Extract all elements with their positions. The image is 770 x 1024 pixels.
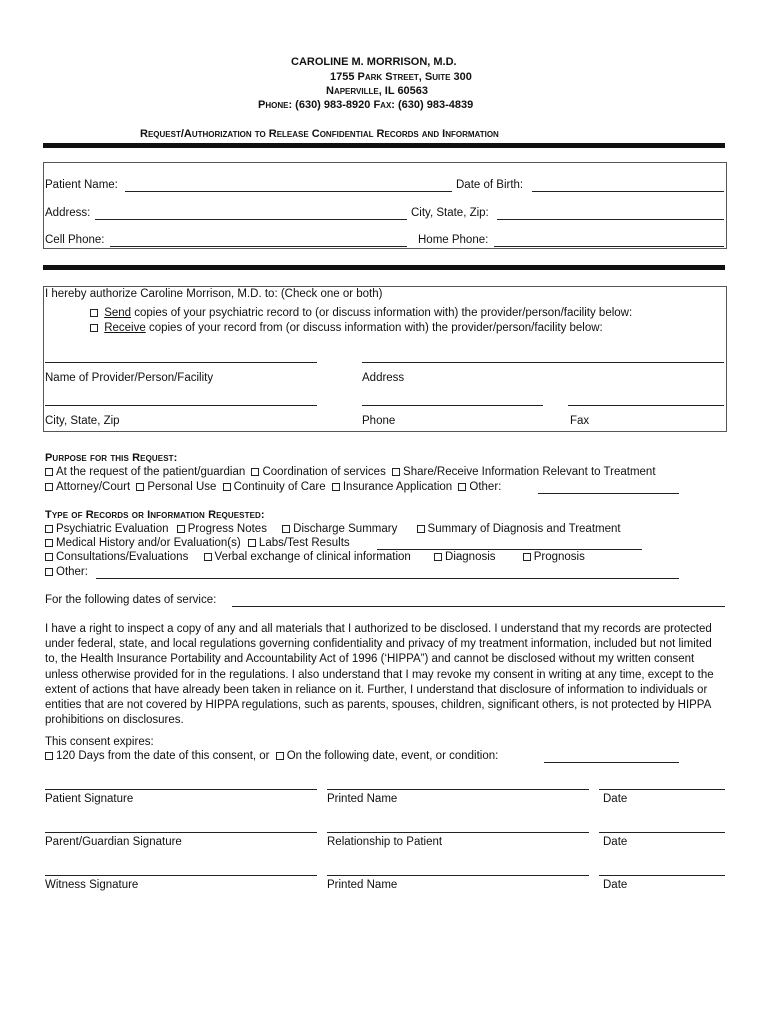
practice-name: CAROLINE M. MORRISON, M.D.	[291, 56, 457, 68]
discharge-label: Discharge Summary	[293, 523, 398, 535]
expires-options	[45, 750, 498, 762]
records-other-label: Other:	[56, 566, 88, 578]
diagnosis-checkbox[interactable]	[434, 553, 442, 561]
prognosis-label: Prognosis	[533, 551, 585, 563]
guardian-signature-label: Parent/Guardian Signature	[45, 836, 182, 848]
labs-label: Labs/Test Results	[258, 537, 350, 549]
provider-phone-label: Phone	[362, 415, 396, 427]
records-row-2	[45, 537, 350, 549]
patient-info-box	[43, 162, 727, 249]
purpose-insurance-checkbox[interactable]	[332, 483, 340, 491]
summary-dx-label: Summary of Diagnosis and Treatment	[427, 523, 621, 535]
purpose-share-label: Share/Receive Information Relevant to Treatment	[403, 466, 656, 478]
purpose-other-field[interactable]	[538, 493, 679, 494]
patient-name-field[interactable]	[125, 191, 452, 192]
discharge-checkbox[interactable]	[282, 525, 290, 533]
patient-date-field[interactable]	[599, 789, 725, 790]
psych-eval-label: Psychiatric Evaluation	[56, 523, 169, 535]
purpose-other-label: Other:	[469, 481, 502, 493]
home-phone-label: Home Phone:	[418, 234, 489, 246]
send-word: Send	[104, 307, 132, 319]
rights-paragraph: I have a right to inspect a copy of any and all materials that I authorized to be disclosed. I understand that my records are protected under federal, state, and local regulations governing confidentiality and privacy of my treatment information, included but not limited to, the Health Insurance Portability and Accountability Act of 1996 (‘HIPPA”) and cannot be disclosed without my written consent unless otherwise provided for in the regulations. I also understand that I may revoke my consent in writing at any time, except to the extent of actions that have already been taken in reliance on it. Further, I understand that disclosure of information to individuals or entities that are not covered by HIPPA regulations, such as parents, spouses, children, significant others, is not protected by HIPPA prohibitions on disclosures.	[45, 623, 714, 727]
address-label: Address:	[45, 207, 91, 219]
provider-address-label: Address	[362, 372, 405, 384]
provider-fax-label: Fax	[570, 415, 590, 427]
psych-eval-checkbox[interactable]	[45, 525, 53, 533]
consults-checkbox[interactable]	[45, 553, 53, 561]
progress-notes-label: Progress Notes	[187, 523, 267, 535]
witness-printed-name-field[interactable]	[327, 875, 589, 876]
witness-signature-field[interactable]	[45, 875, 317, 876]
dates-of-service-field[interactable]	[232, 606, 725, 607]
patient-signature-field[interactable]	[45, 789, 317, 790]
witness-printed-name-label: Printed Name	[327, 879, 398, 891]
purpose-patient-checkbox[interactable]	[45, 468, 53, 476]
records-row-4	[45, 566, 88, 578]
home-phone-field[interactable]	[494, 246, 724, 247]
provider-name-field[interactable]	[45, 362, 317, 363]
patient-signature-label: Patient Signature	[45, 793, 134, 805]
send-option[interactable]	[90, 307, 632, 319]
expires-label: This consent expires:	[45, 736, 154, 748]
provider-address-field[interactable]	[362, 362, 724, 363]
purpose-row-2	[45, 481, 501, 493]
expires-date-field[interactable]	[544, 762, 679, 763]
medical-history-checkbox[interactable]	[45, 539, 53, 547]
guardian-date-label: Date	[603, 836, 628, 848]
practice-phone-fax: Phone: (630) 983-8920 Fax: (630) 983-4839	[258, 99, 474, 111]
patient-name-label: Patient Name:	[45, 179, 118, 191]
form-title: Request/Authorization to Release Confidential Records and Information	[140, 128, 499, 140]
purpose-other-checkbox[interactable]	[458, 483, 466, 491]
witness-date-label: Date	[603, 879, 628, 891]
witness-signature-label: Witness Signature	[45, 879, 139, 891]
guardian-signature-field[interactable]	[45, 832, 317, 833]
purpose-heading: Purpose for this Request:	[45, 452, 178, 464]
purpose-insurance-label: Insurance Application	[342, 481, 453, 493]
expires-120-label: 120 Days from the date of this consent, or	[56, 750, 270, 762]
verbal-label: Verbal exchange of clinical information	[214, 551, 411, 563]
provider-csz-label: City, State, Zip	[45, 415, 120, 427]
cell-phone-field[interactable]	[110, 246, 407, 247]
purpose-patient-label: At the request of the patient/guardian	[56, 466, 246, 478]
city-state-zip-label: City, State, Zip:	[411, 207, 489, 219]
labs-field[interactable]	[377, 549, 642, 550]
relationship-field[interactable]	[327, 832, 589, 833]
receive-word: Receive	[104, 322, 146, 334]
patient-printed-name-field[interactable]	[327, 789, 589, 790]
records-other-field[interactable]	[96, 578, 679, 579]
purpose-share-checkbox[interactable]	[392, 468, 400, 476]
practice-street: 1755 Park Street, Suite 300	[330, 71, 472, 83]
purpose-coord-checkbox[interactable]	[251, 468, 259, 476]
patient-printed-name-label: Printed Name	[327, 793, 398, 805]
witness-date-field[interactable]	[599, 875, 725, 876]
records-row-1	[45, 523, 621, 535]
send-checkbox[interactable]	[90, 309, 98, 317]
address-field[interactable]	[95, 219, 407, 220]
title-rule	[43, 143, 725, 148]
send-text: copies of your psychiatric record to (or discuss information with) the provider/person/facility below:	[131, 307, 633, 319]
diagnosis-label: Diagnosis	[445, 551, 496, 563]
dob-field[interactable]	[532, 191, 724, 192]
receive-text: copies of your record from (or discuss information with) the provider/person/facility below:	[145, 322, 603, 334]
expires-date-label: On the following date, event, or condition:	[286, 750, 499, 762]
receive-checkbox[interactable]	[90, 324, 98, 332]
patient-date-label: Date	[603, 793, 628, 805]
prognosis-checkbox[interactable]	[523, 553, 531, 561]
records-other-checkbox[interactable]	[45, 568, 53, 576]
purpose-coord-label: Coordination of services	[262, 466, 386, 478]
purpose-personal-label: Personal Use	[147, 481, 217, 493]
medical-history-label: Medical History and/or Evaluation(s)	[56, 537, 241, 549]
authorize-intro: I hereby authorize Caroline Morrison, M.D. to: (Check one or both)	[45, 288, 383, 300]
records-heading: Type of Records or Information Requested:	[45, 509, 265, 521]
progress-notes-checkbox[interactable]	[177, 525, 185, 533]
dates-of-service-label: For the following dates of service:	[45, 594, 217, 606]
provider-name-label: Name of Provider/Person/Facility	[45, 372, 214, 384]
purpose-attorney-label: Attorney/Court	[56, 481, 131, 493]
expires-120-checkbox[interactable]	[45, 752, 53, 760]
dob-label: Date of Birth:	[456, 179, 524, 191]
records-row-3	[45, 551, 585, 563]
purpose-continuity-label: Continuity of Care	[233, 481, 326, 493]
provider-phone-field[interactable]	[362, 405, 543, 406]
purpose-attorney-checkbox[interactable]	[45, 483, 53, 491]
guardian-date-field[interactable]	[599, 832, 725, 833]
practice-city: Naperville, IL 60563	[326, 85, 429, 97]
expires-date-checkbox[interactable]	[276, 752, 284, 760]
summary-dx-checkbox[interactable]	[417, 525, 425, 533]
verbal-checkbox[interactable]	[204, 553, 212, 561]
purpose-personal-checkbox[interactable]	[136, 483, 144, 491]
consults-label: Consultations/Evaluations	[56, 551, 189, 563]
provider-csz-field[interactable]	[45, 405, 317, 406]
provider-fax-field[interactable]	[568, 405, 724, 406]
labs-checkbox[interactable]	[248, 539, 256, 547]
purpose-continuity-checkbox[interactable]	[223, 483, 231, 491]
city-state-zip-field[interactable]	[497, 219, 724, 220]
purpose-row-1	[45, 466, 656, 478]
cell-phone-label: Cell Phone:	[45, 234, 105, 246]
receive-option[interactable]	[90, 322, 603, 334]
section-rule	[43, 265, 725, 270]
relationship-label: Relationship to Patient	[327, 836, 443, 848]
